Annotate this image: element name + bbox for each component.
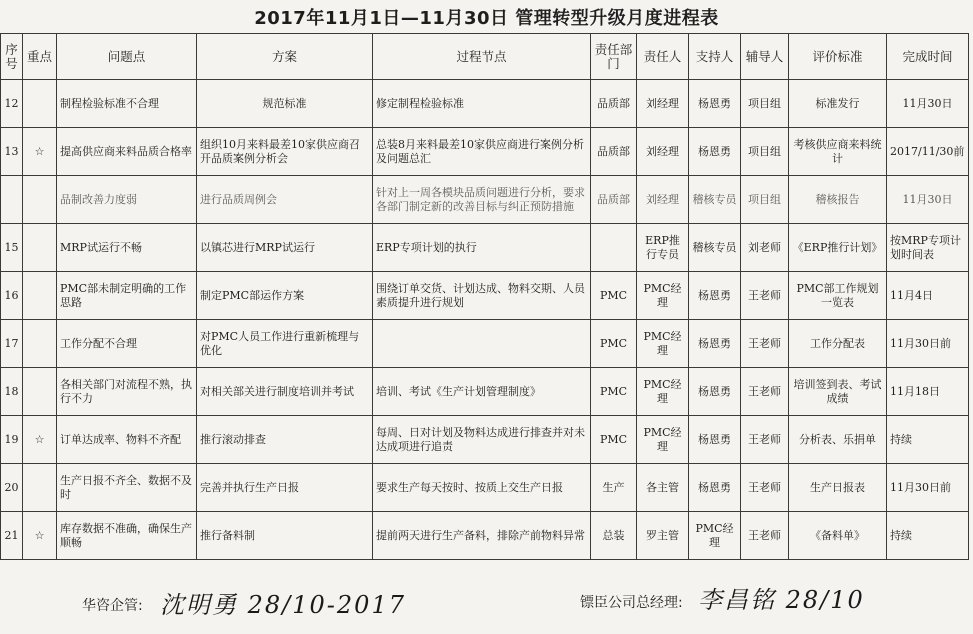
problem-cell: PMC部未制定明确的工作思路 — [57, 272, 197, 320]
problem-cell: 各相关部门对流程不熟，执行不力 — [57, 368, 197, 416]
header-problem: 问题点 — [57, 34, 197, 80]
table-row — [1, 368, 969, 416]
header-no: 序号 — [1, 34, 23, 80]
deadline-cell: 11月30日前 — [887, 464, 969, 512]
star-icon — [23, 176, 57, 224]
manager-signature: 李昌铭 28/10 — [698, 586, 865, 614]
standard-cell: 考核供应商来料统计 — [789, 128, 887, 176]
header-standard: 评价标准 — [789, 34, 887, 80]
coach-cell: 刘老师 — [741, 224, 789, 272]
problem-cell: 品制改善力度弱 — [57, 176, 197, 224]
plan-cell: 以镇芯进行MRP试运行 — [197, 224, 373, 272]
manager-label: 镖臣公司总经理: — [580, 595, 683, 611]
problem-cell: 制程检验标准不合理 — [57, 80, 197, 128]
plan-cell: 推行滚动排查 — [197, 416, 373, 464]
deadline-cell: 11月30日 — [887, 176, 969, 224]
dept-cell: 生产 — [591, 464, 637, 512]
owner-cell: ERP推行专员 — [637, 224, 689, 272]
problem-cell: MRP试运行不畅 — [57, 224, 197, 272]
dept-cell: PMC — [591, 320, 637, 368]
dept-cell: 总装 — [591, 512, 637, 560]
row-no: 20 — [1, 464, 23, 512]
table-row — [1, 416, 969, 464]
header-plan: 方案 — [197, 34, 373, 80]
support-cell: 稽核专员 — [689, 224, 741, 272]
star-icon: ☆ — [23, 128, 57, 176]
standard-cell: 《备料单》 — [789, 512, 887, 560]
standard-cell: 稽核报告 — [789, 176, 887, 224]
deadline-cell: 持续 — [887, 512, 969, 560]
process-cell: 针对上一周各模块品质问题进行分析，要求各部门制定新的改善目标与纠正预防措施 — [373, 176, 591, 224]
row-no: 13 — [1, 128, 23, 176]
plan-cell: 组织10月来料最差10家供应商召开品质案例分析会 — [197, 128, 373, 176]
support-cell: 杨恩勇 — [689, 128, 741, 176]
plan-cell: 对PMC人员工作进行重新梳理与优化 — [197, 320, 373, 368]
row-no: 16 — [1, 272, 23, 320]
dept-cell: 品质部 — [591, 80, 637, 128]
coach-cell: 项目组 — [741, 80, 789, 128]
dept-cell: 品质部 — [591, 176, 637, 224]
problem-cell: 提高供应商来料品质合格率 — [57, 128, 197, 176]
process-cell: 总装8月来料最差10家供应商进行案例分析及问题总汇 — [373, 128, 591, 176]
owner-cell: 各主管 — [637, 464, 689, 512]
standard-cell: 培训签到表、考试成绩 — [789, 368, 887, 416]
owner-cell: PMC经理 — [637, 368, 689, 416]
owner-cell: 刘经理 — [637, 80, 689, 128]
owner-cell: PMC经理 — [637, 416, 689, 464]
owner-cell: 刘经理 — [637, 176, 689, 224]
process-cell: 要求生产每天按时、按质上交生产日报 — [373, 464, 591, 512]
process-cell: ERP专项计划的执行 — [373, 224, 591, 272]
support-cell: 杨恩勇 — [689, 368, 741, 416]
plan-cell: 推行备料制 — [197, 512, 373, 560]
table-row — [1, 176, 969, 224]
table-row — [1, 224, 969, 272]
process-cell: 每周、日对计划及物料达成进行排查并对未达成项进行追责 — [373, 416, 591, 464]
deadline-cell: 持续 — [887, 416, 969, 464]
coach-cell: 王老师 — [741, 320, 789, 368]
table-row — [1, 464, 969, 512]
row-no: 21 — [1, 512, 23, 560]
row-no: 18 — [1, 368, 23, 416]
standard-cell: 工作分配表 — [789, 320, 887, 368]
plan-cell: 完善并执行生产日报 — [197, 464, 373, 512]
document-title: 2017年11月1日—11月30日 管理转型升级月度进程表 — [254, 8, 719, 29]
table-row — [1, 512, 969, 560]
problem-cell: 库存数据不准确，确保生产顺畅 — [57, 512, 197, 560]
plan-cell: 进行品质周例会 — [197, 176, 373, 224]
coach-cell: 王老师 — [741, 416, 789, 464]
deadline-cell: 11月30日前 — [887, 320, 969, 368]
header-process: 过程节点 — [373, 34, 591, 80]
plan-cell: 制定PMC部运作方案 — [197, 272, 373, 320]
support-cell: PMC经理 — [689, 512, 741, 560]
deadline-cell: 2017/11/30前 — [887, 128, 969, 176]
header-support: 支持人 — [689, 34, 741, 80]
dept-cell: PMC — [591, 416, 637, 464]
star-icon: ☆ — [23, 416, 57, 464]
standard-cell: 《ERP推行计划》 — [789, 224, 887, 272]
dept-cell — [591, 224, 637, 272]
problem-cell: 工作分配不合理 — [57, 320, 197, 368]
process-cell: 提前两天进行生产备料，排除产前物料异常 — [373, 512, 591, 560]
deadline-cell: 11月18日 — [887, 368, 969, 416]
table-header-row — [1, 34, 969, 80]
dept-cell: 品质部 — [591, 128, 637, 176]
star-icon — [23, 464, 57, 512]
dept-cell: PMC — [591, 272, 637, 320]
problem-cell: 生产日报不齐全、数据不及时 — [57, 464, 197, 512]
coach-cell: 王老师 — [741, 512, 789, 560]
star-icon — [23, 368, 57, 416]
progress-table — [0, 33, 969, 560]
row-no: 15 — [1, 224, 23, 272]
owner-cell: 罗主管 — [637, 512, 689, 560]
deadline-cell: 11月4日 — [887, 272, 969, 320]
support-cell: 杨恩勇 — [689, 272, 741, 320]
problem-cell: 订单达成率、物料不齐配 — [57, 416, 197, 464]
support-cell: 杨恩勇 — [689, 80, 741, 128]
plan-cell: 规范标准 — [197, 80, 373, 128]
header-coach: 辅导人 — [741, 34, 789, 80]
coach-cell: 王老师 — [741, 368, 789, 416]
standard-cell: 标准发行 — [789, 80, 887, 128]
header-dept: 责任部门 — [591, 34, 637, 80]
owner-cell: 刘经理 — [637, 128, 689, 176]
support-cell: 杨恩勇 — [689, 464, 741, 512]
row-no: 19 — [1, 416, 23, 464]
coach-cell: 项目组 — [741, 128, 789, 176]
table-row — [1, 128, 969, 176]
star-icon — [23, 224, 57, 272]
coach-cell: 王老师 — [741, 272, 789, 320]
process-cell: 培训、考试《生产计划管理制度》 — [373, 368, 591, 416]
header-deadline: 完成时间 — [887, 34, 969, 80]
coach-cell: 项目组 — [741, 176, 789, 224]
support-cell: 杨恩勇 — [689, 320, 741, 368]
star-icon — [23, 80, 57, 128]
consultant-label: 华咨企管: — [82, 598, 143, 614]
star-icon — [23, 272, 57, 320]
star-icon — [23, 320, 57, 368]
support-cell: 稽核专员 — [689, 176, 741, 224]
process-cell — [373, 320, 591, 368]
standard-cell: 生产日报表 — [789, 464, 887, 512]
dept-cell: PMC — [591, 368, 637, 416]
deadline-cell: 按MRP专项计划时间表 — [887, 224, 969, 272]
consultant-signature: 沈明勇 28/10-2017 — [160, 591, 406, 619]
table-row — [1, 272, 969, 320]
support-cell: 杨恩勇 — [689, 416, 741, 464]
process-cell: 围绕订单交货、计划达成、物料交期、人员素质提升进行规划 — [373, 272, 591, 320]
header-priority: 重点 — [23, 34, 57, 80]
row-no: 17 — [1, 320, 23, 368]
deadline-cell: 11月30日 — [887, 80, 969, 128]
standard-cell: PMC部工作规划一览表 — [789, 272, 887, 320]
row-no — [1, 176, 23, 224]
table-row — [1, 320, 969, 368]
owner-cell: PMC经理 — [637, 320, 689, 368]
plan-cell: 对相关部关进行制度培训并考试 — [197, 368, 373, 416]
process-cell: 修定制程检验标准 — [373, 80, 591, 128]
coach-cell: 王老师 — [741, 464, 789, 512]
row-no: 12 — [1, 80, 23, 128]
table-row — [1, 80, 969, 128]
standard-cell: 分析表、乐捐单 — [789, 416, 887, 464]
owner-cell: PMC经理 — [637, 272, 689, 320]
header-owner: 责任人 — [637, 34, 689, 80]
star-icon: ☆ — [23, 512, 57, 560]
